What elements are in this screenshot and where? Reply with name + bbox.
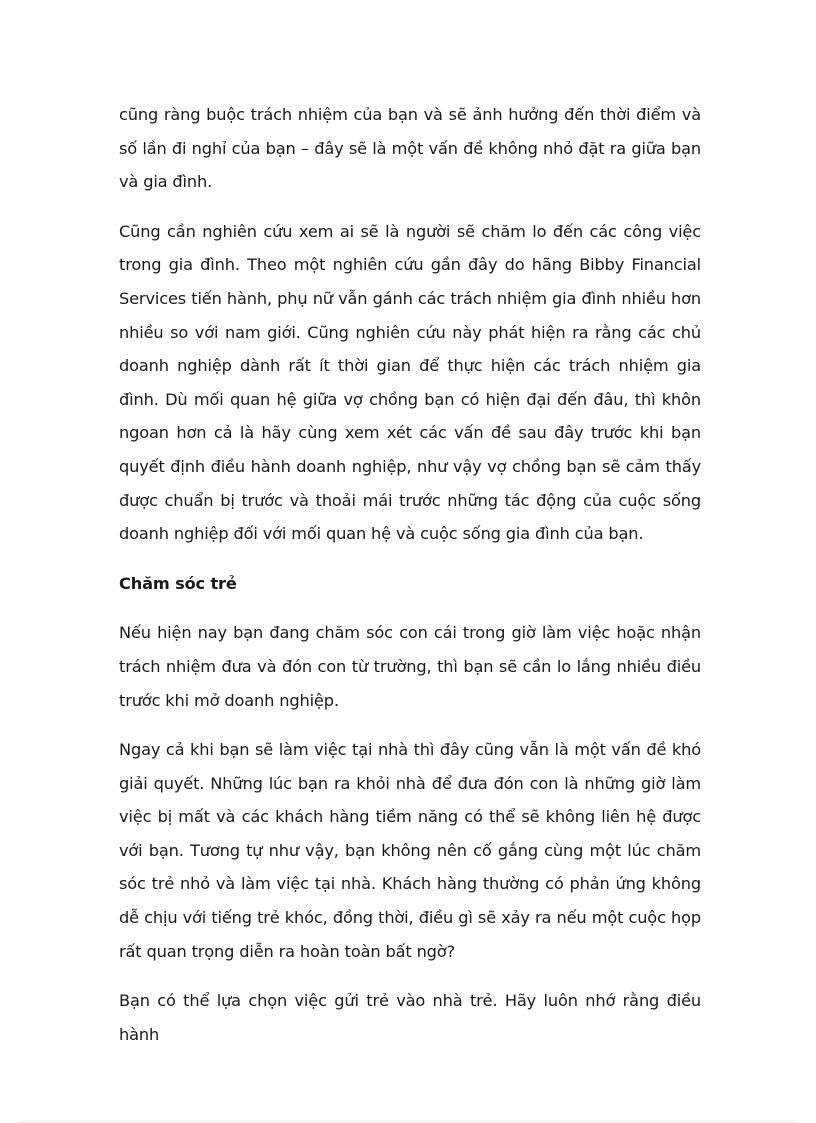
document-body <box>119 98 701 1067</box>
section-paragraph-3: Bạn có thể lựa chọn việc gửi trẻ vào nhà trẻ. Hãy luôn nhớ rằng điều hành <box>119 991 701 1044</box>
paragraph-2: Cũng cần nghiên cứu xem ai sẽ là người sẽ chăm lo đến các công việc trong gia đình. Theo một nghiên cứu gần đây do hãng Bibby Financial Services tiến hành, phụ nữ vẫn gánh các trách nhiệm gia đình nhiều hơn nhiều so với nam giới. Cũng nghiên cứu này phát hiện ra rằng các chủ doanh nghiệp dành rất ít thời gian để thực hiện các trách nhiệm gia đình. Dù mối quan hệ giữa vợ chồng bạn có hiện đại đến đâu, thì khôn ngoan hơn cả là hãy cùng xem xét các vấn đề sau đây trước khi bạn quyết định điều hành doanh nghiệp, như vậy vợ chồng bạn sẽ cảm thấy được chuẩn bị trước và thoải mái trước những tác động của cuộc sống doanh nghiệp đối với mối quan hệ và cuộc sống gia đình của bạn. <box>119 221 701 544</box>
section-heading: Chăm sóc trẻ <box>119 573 237 593</box>
section-paragraph-2: Ngay cả khi bạn sẽ làm việc tại nhà thì đây cũng vẫn là một vấn đề khó giải quyết. Những lúc bạn ra khỏi nhà để đưa đón con là những giờ làm việc bị mất và các khách hàng tiềm năng có thể sẽ không liên hệ được với bạn. Tương tự như vậy, bạn không nên cố gắng cùng một lúc chăm sóc trẻ nhỏ và làm việc tại nhà. Khách hàng thường có phản ứng không dễ chịu với tiếng trẻ khóc, đồng thời, điều gì sẽ xảy ra nếu một cuộc họp rất quan trọng diễn ra hoàn toàn bất ngờ? <box>119 740 701 961</box>
page-bottom-divider <box>20 1121 796 1122</box>
section-paragraph-1: Nếu hiện nay bạn đang chăm sóc con cái trong giờ làm việc hoặc nhận trách nhiệm đưa và đón con từ trường, thì bạn sẽ cần lo lắng nhiều điều trước khi mở doanh nghiệp. <box>119 623 701 710</box>
paragraph-1: cũng ràng buộc trách nhiệm của bạn và sẽ ảnh hưởng đến thời điểm và số lần đi nghỉ của bạn – đây sẽ là một vấn đề không nhỏ đặt ra giữa bạn và gia đình. <box>119 105 701 192</box>
